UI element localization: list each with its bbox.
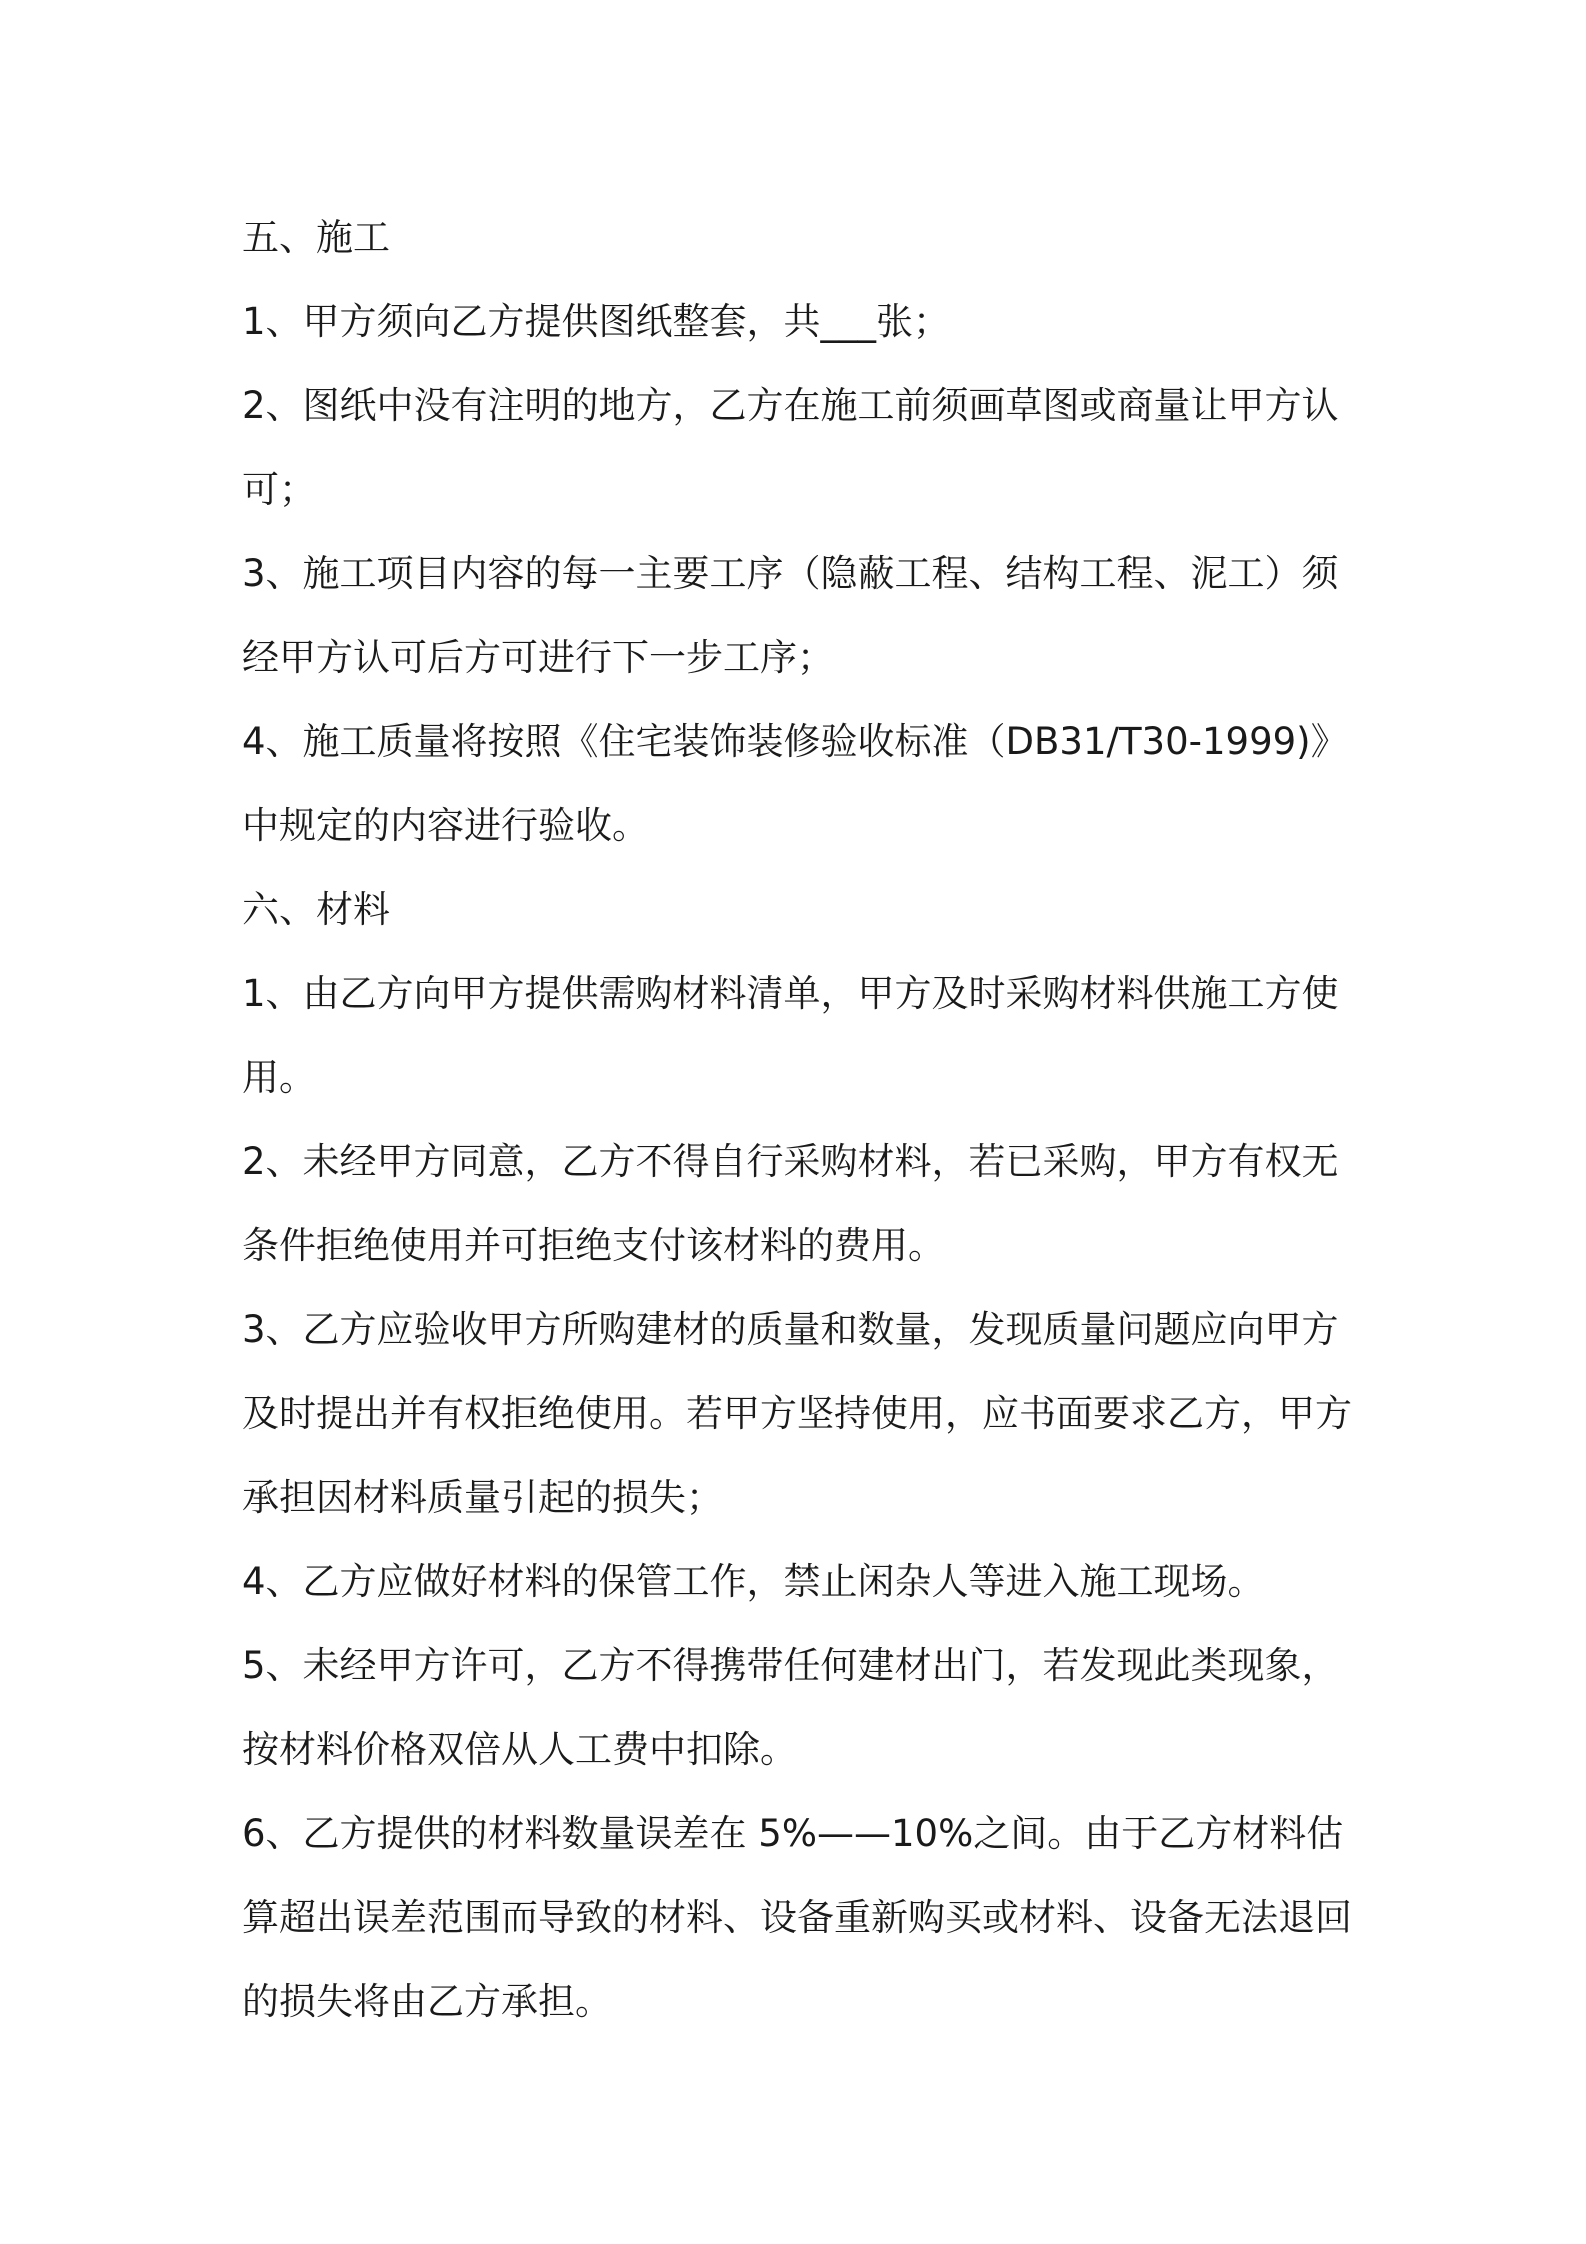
clause-paragraph: 5、未经甲方许可，乙方不得携带任何建材出门，若发现此类现象，按材料价格双倍从人工费中扣除。 <box>242 1644 1339 1771</box>
clause-paragraph: 1、甲方须向乙方提供图纸整套，共___张； <box>242 300 951 343</box>
clause-paragraph: 3、乙方应验收甲方所购建材的质量和数量，发现质量问题应向甲方及时提出并有权拒绝使用。若甲方坚持使用，应书面要求乙方，甲方承担因材料质量引起的损失； <box>242 1308 1352 1519</box>
clause-paragraph: 6、乙方提供的材料数量误差在 5%——10%之间。由于乙方材料估算超出误差范围而导致的材料、设备重新购买或材料、设备无法退回的损失将由乙方承担。 <box>242 1812 1352 2023</box>
section-heading-construction: 五、施工 <box>242 216 390 259</box>
clause-paragraph: 3、施工项目内容的每一主要工序（隐蔽工程、结构工程、泥工）须经甲方认可后方可进行下一步工序； <box>242 552 1339 679</box>
document-page <box>242 196 1352 2044</box>
clause-paragraph: 2、图纸中没有注明的地方，乙方在施工前须画草图或商量让甲方认可； <box>242 384 1339 511</box>
clause-paragraph: 4、施工质量将按照《住宅装饰装修验收标准（DB31/T30-1999)》中规定的内容进行验收。 <box>242 720 1348 847</box>
section-heading-materials: 六、材料 <box>242 888 390 931</box>
clause-paragraph: 4、乙方应做好材料的保管工作，禁止闲杂人等进入施工现场。 <box>242 1560 1265 1603</box>
clause-paragraph: 1、由乙方向甲方提供需购材料清单，甲方及时采购材料供施工方使用。 <box>242 972 1339 1099</box>
clause-paragraph: 2、未经甲方同意，乙方不得自行采购材料，若已采购，甲方有权无条件拒绝使用并可拒绝支付该材料的费用。 <box>242 1140 1339 1267</box>
